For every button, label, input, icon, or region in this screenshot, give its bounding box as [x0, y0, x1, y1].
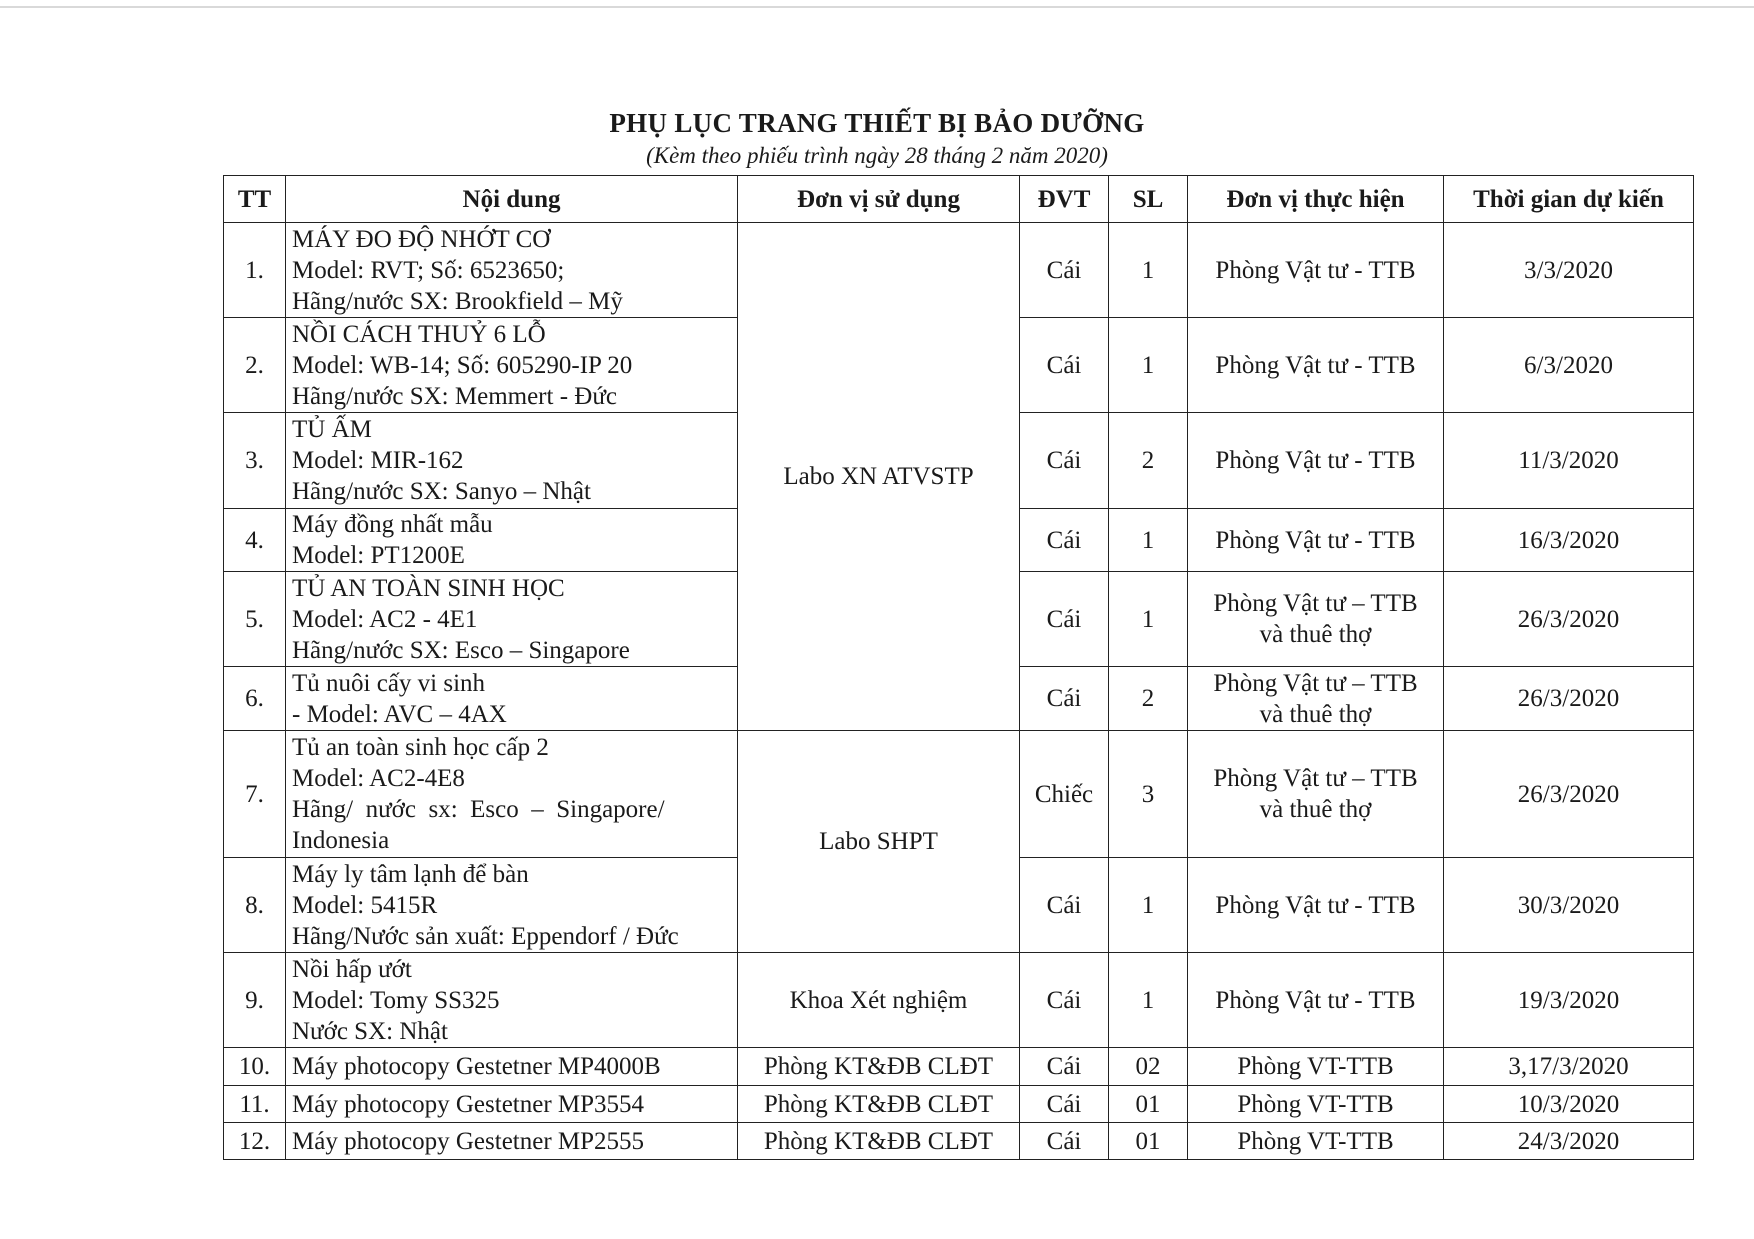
table-row — [224, 223, 1694, 318]
row-tt: 7. — [224, 731, 286, 858]
thuc-hien-line: Phòng Vật tư - TTB — [1215, 526, 1416, 554]
row-dvt: Cái — [1020, 953, 1109, 1048]
row-don-vi: Phòng KT&ĐB CLĐT — [738, 1048, 1020, 1086]
row-content — [286, 1086, 738, 1123]
row-dvt: Chiếc — [1020, 731, 1109, 858]
row-content — [286, 1123, 738, 1160]
group-unit-labo-shpt: Labo SHPT — [738, 731, 1020, 953]
col-header-dvt: ĐVT — [1020, 176, 1109, 223]
content-line: Máy photocopy Gestetner MP3554 — [292, 1090, 645, 1118]
row-dvt: Cái — [1020, 413, 1109, 509]
scan-top-edge — [0, 6, 1754, 8]
col-header-thoi-gian: Thời gian dự kiến — [1444, 176, 1694, 223]
row-don-vi: Phòng KT&ĐB CLĐT — [738, 1123, 1020, 1160]
row-thuc-hien — [1188, 731, 1444, 858]
row-sl: 1 — [1109, 509, 1188, 572]
row-thuc-hien — [1188, 667, 1444, 731]
row-thoi-gian: 26/3/2020 — [1444, 667, 1694, 731]
row-tt: 11. — [224, 1086, 286, 1123]
row-content — [286, 318, 738, 413]
row-content — [286, 667, 738, 731]
thuc-hien-line: Phòng VT-TTB — [1237, 1127, 1394, 1155]
row-thuc-hien — [1188, 509, 1444, 572]
content-line: Model: MIR-162 — [292, 447, 464, 474]
row-sl: 1 — [1109, 318, 1188, 413]
row-thoi-gian: 10/3/2020 — [1444, 1086, 1694, 1123]
row-thuc-hien — [1188, 1048, 1444, 1086]
content-line: Tủ nuôi cấy vi sinh — [292, 669, 486, 697]
content-line: Model: PT1200E — [292, 542, 465, 569]
col-header-sl: SL — [1109, 176, 1188, 223]
row-thoi-gian: 24/3/2020 — [1444, 1123, 1694, 1160]
row-thuc-hien — [1188, 1123, 1444, 1160]
row-tt: 4. — [224, 509, 286, 572]
row-dvt: Cái — [1020, 1123, 1109, 1160]
equipment-table — [223, 175, 1694, 1160]
col-header-tt: TT — [224, 176, 286, 223]
row-thuc-hien — [1188, 1086, 1444, 1123]
row-sl: 1 — [1109, 953, 1188, 1048]
table-row — [224, 953, 1694, 1048]
row-sl: 01 — [1109, 1123, 1188, 1160]
row-thoi-gian: 26/3/2020 — [1444, 731, 1694, 858]
row-content — [286, 223, 738, 318]
content-line: Indonesia — [292, 827, 390, 854]
thuc-hien-line: Phòng Vật tư - TTB — [1215, 351, 1416, 379]
thuc-hien-line: và thuê thợ — [1259, 700, 1372, 728]
thuc-hien-line: và thuê thợ — [1259, 621, 1372, 648]
row-content — [286, 731, 738, 858]
thuc-hien-line: Phòng Vật tư – TTB — [1213, 669, 1418, 697]
thuc-hien-line: Phòng Vật tư – TTB — [1213, 765, 1418, 792]
table-row — [224, 731, 1694, 858]
thuc-hien-line: Phòng Vật tư – TTB — [1213, 590, 1418, 617]
row-sl: 2 — [1109, 413, 1188, 509]
row-thuc-hien — [1188, 223, 1444, 318]
row-dvt: Cái — [1020, 1048, 1109, 1086]
row-thoi-gian: 26/3/2020 — [1444, 572, 1694, 667]
row-content — [286, 572, 738, 667]
row-sl: 02 — [1109, 1048, 1188, 1086]
row-sl: 1 — [1109, 572, 1188, 667]
thuc-hien-line: Phòng VT-TTB — [1237, 1090, 1394, 1118]
row-thoi-gian: 3/3/2020 — [1444, 223, 1694, 318]
row-thoi-gian: 6/3/2020 — [1444, 318, 1694, 413]
content-line: Hãng/nước SX: Memmert - Đức — [292, 382, 617, 410]
row-tt: 8. — [224, 858, 286, 953]
col-header-don-vi-thuc-hien: Đơn vị thực hiện — [1188, 176, 1444, 223]
row-thoi-gian: 19/3/2020 — [1444, 953, 1694, 1048]
thuc-hien-line: và thuê thợ — [1259, 796, 1372, 823]
content-line: Model: WB-14; Số: 605290-IP 20 — [292, 351, 633, 379]
thuc-hien-line: Phòng Vật tư - TTB — [1215, 447, 1416, 474]
content-line: - Model: AVC – 4AX — [292, 700, 507, 728]
content-line: Nồi hấp ướt — [292, 955, 412, 983]
content-line: NỒI CÁCH THUỶ 6 LỖ — [292, 320, 546, 348]
row-don-vi: Phòng KT&ĐB CLĐT — [738, 1086, 1020, 1123]
content-line: Model: AC2 - 4E1 — [292, 605, 478, 633]
table-row — [224, 1048, 1694, 1086]
row-thuc-hien — [1188, 572, 1444, 667]
content-line: Hãng/ nước sx: Esco – Singapore/ — [292, 796, 665, 823]
row-content — [286, 1048, 738, 1086]
thuc-hien-line: Phòng Vật tư - TTB — [1215, 891, 1416, 919]
row-dvt: Cái — [1020, 223, 1109, 318]
col-header-don-vi-su-dung: Đơn vị sử dụng — [738, 176, 1020, 223]
content-line: Model: 5415R — [292, 891, 438, 919]
row-sl: 3 — [1109, 731, 1188, 858]
row-tt: 9. — [224, 953, 286, 1048]
content-line: Máy photocopy Gestetner MP2555 — [292, 1127, 645, 1155]
row-thoi-gian: 16/3/2020 — [1444, 509, 1694, 572]
row-content — [286, 858, 738, 953]
row-content — [286, 509, 738, 572]
row-tt: 1. — [224, 223, 286, 318]
row-thuc-hien — [1188, 318, 1444, 413]
content-line: Hãng/Nước sản xuất: Eppendorf / Đức — [292, 922, 679, 950]
row-dvt: Cái — [1020, 667, 1109, 731]
row-dvt: Cái — [1020, 1086, 1109, 1123]
row-thoi-gian: 30/3/2020 — [1444, 858, 1694, 953]
row-dvt: Cái — [1020, 572, 1109, 667]
content-line: Hãng/nước SX: Brookfield – Mỹ — [292, 287, 623, 315]
row-content — [286, 413, 738, 509]
row-tt: 6. — [224, 667, 286, 731]
row-dvt: Cái — [1020, 858, 1109, 953]
content-line: MÁY ĐO ĐỘ NHỚT CƠ — [292, 225, 551, 253]
row-thoi-gian: 3,17/3/2020 — [1444, 1048, 1694, 1086]
col-header-noi-dung: Nội dung — [286, 176, 738, 223]
content-line: Máy ly tâm lạnh để bàn — [292, 860, 529, 888]
row-tt: 5. — [224, 572, 286, 667]
row-don-vi: Khoa Xét nghiệm — [738, 953, 1020, 1048]
content-line: Model: RVT; Số: 6523650; — [292, 256, 565, 284]
content-line: Tủ an toàn sinh học cấp 2 — [292, 734, 549, 761]
thuc-hien-line: Phòng Vật tư - TTB — [1215, 256, 1416, 284]
row-dvt: Cái — [1020, 509, 1109, 572]
row-sl: 1 — [1109, 858, 1188, 953]
content-line: Máy đồng nhất mẫu — [292, 511, 493, 538]
row-tt: 3. — [224, 413, 286, 509]
row-tt: 12. — [224, 1123, 286, 1160]
row-dvt: Cái — [1020, 318, 1109, 413]
content-line: Nước SX: Nhật — [292, 1017, 448, 1045]
row-sl: 1 — [1109, 223, 1188, 318]
row-sl: 01 — [1109, 1086, 1188, 1123]
content-line: Hãng/nước SX: Esco – Singapore — [292, 636, 630, 664]
row-thoi-gian: 11/3/2020 — [1444, 413, 1694, 509]
content-line: Máy photocopy Gestetner MP4000B — [292, 1053, 661, 1080]
thuc-hien-line: Phòng VT-TTB — [1237, 1053, 1394, 1080]
row-content — [286, 953, 738, 1048]
row-thuc-hien — [1188, 413, 1444, 509]
page-title: PHỤ LỤC TRANG THIẾT BỊ BẢO DƯỠNG — [609, 108, 1145, 138]
content-line: TỦ ẤM — [292, 416, 372, 443]
group-unit-labo-xn-atvstp: Labo XN ATVSTP — [738, 223, 1020, 731]
table-row — [224, 1123, 1694, 1160]
row-tt: 2. — [224, 318, 286, 413]
content-line: TỦ AN TOÀN SINH HỌC — [292, 574, 565, 602]
thuc-hien-line: Phòng Vật tư - TTB — [1215, 986, 1416, 1014]
row-sl: 2 — [1109, 667, 1188, 731]
row-tt: 10. — [224, 1048, 286, 1086]
table-row — [224, 1086, 1694, 1123]
content-line: Model: Tomy SS325 — [292, 986, 500, 1014]
content-line: Model: AC2-4E8 — [292, 765, 465, 792]
row-thuc-hien — [1188, 953, 1444, 1048]
content-line: Hãng/nước SX: Sanyo – Nhật — [292, 478, 591, 505]
row-thuc-hien — [1188, 858, 1444, 953]
table-header-row — [224, 176, 1694, 223]
page-subtitle: (Kèm theo phiếu trình ngày 28 tháng 2 năm 2020) — [646, 143, 1108, 168]
